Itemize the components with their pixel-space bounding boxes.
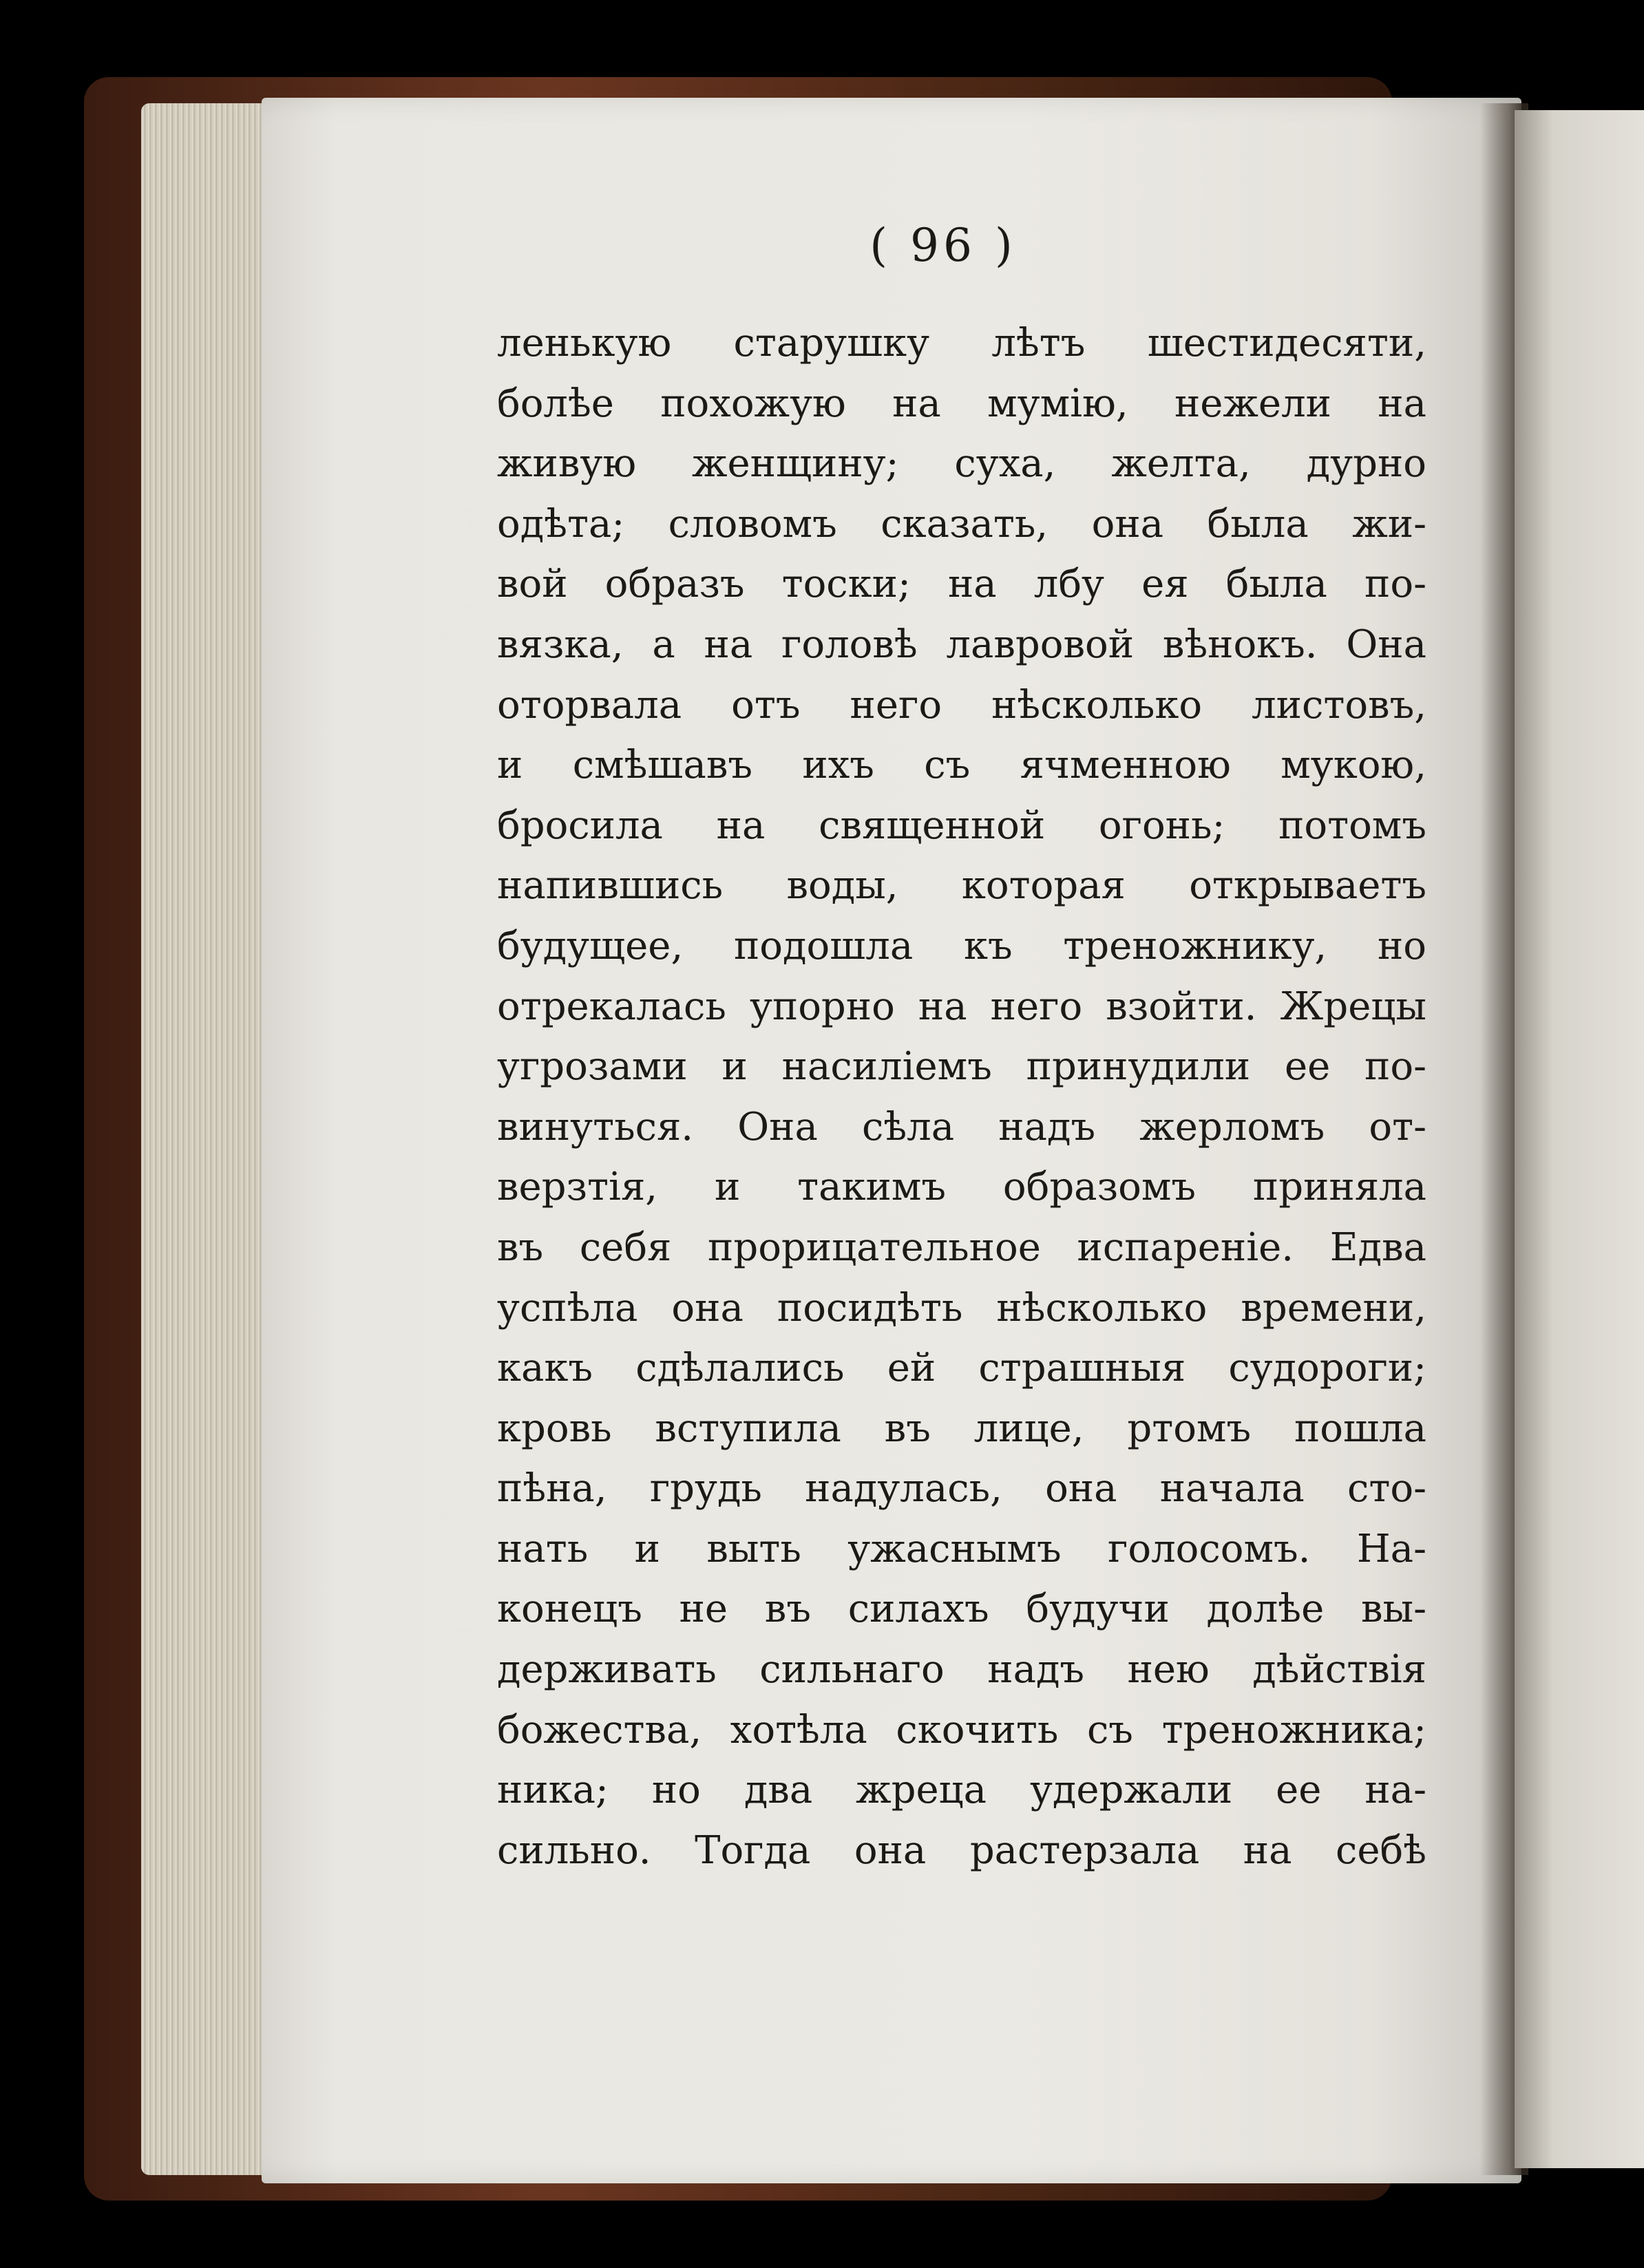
page-text [497,313,1426,1880]
text-line: кровь вступила въ лице, ртомъ пошла [497,1406,1426,1451]
text-line: напившись воды, которая открываетъ [497,863,1426,909]
text-line: въ себя прорицательное испареніе. Едва [497,1225,1426,1270]
text-line: божества, хотѣла скочить съ треножника; [497,1707,1426,1752]
text-line: отрекалась упорно на него взойти. Жрецы [497,984,1426,1029]
text-line: сильно. Тогда она растерзала на себѣ [497,1827,1426,1873]
page-number: ( 96 ) [870,219,1017,272]
text-line: и смѣшавъ ихъ съ ячменною мукою, [497,743,1426,788]
text-line: бросила на священной огонь; потомъ [497,803,1426,848]
text-line: конецъ не въ силахъ будучи долѣе вы- [497,1587,1426,1632]
text-line: ленькую старушку лѣтъ шестидесяти, [497,321,1426,365]
facing-page [1515,110,1644,2168]
text-line: пѣна, грудь надулась, она начала сто- [497,1466,1426,1512]
text-line: будущее, подошла къ треножнику, но [497,923,1426,968]
text-line: болѣе похожую на мумію, нежели на [497,381,1426,426]
text-line: одѣта; словомъ сказать, она была жи- [497,501,1426,547]
text-line: живую женщину; суха, желта, дурно [497,441,1426,487]
text-line: оторвала отъ него нѣсколько листовъ, [497,682,1426,728]
text-line: винуться. Она сѣла надъ жерломъ от- [497,1104,1426,1149]
page-edges [141,103,279,2175]
text-line: угрозами и насиліемъ принудили ее по- [497,1044,1426,1090]
text-line: держивать сильнаго надъ нею дѣйствія [497,1647,1426,1693]
text-line: ника; но два жреца удержали ее на- [497,1768,1426,1813]
text-line: верзтія, и такимъ образомъ приняла [497,1165,1426,1210]
text-line: нать и выть ужаснымъ голосомъ. На- [497,1526,1426,1571]
text-line: вой образъ тоски; на лбу ея была по- [497,562,1426,607]
text-line: вязка, а на головѣ лавровой вѣнокъ. Она [497,622,1426,667]
text-line: какъ сдѣлались ей страшныя судороги; [497,1346,1426,1391]
text-line: успѣла она посидѣть нѣсколько времени, [497,1285,1426,1331]
